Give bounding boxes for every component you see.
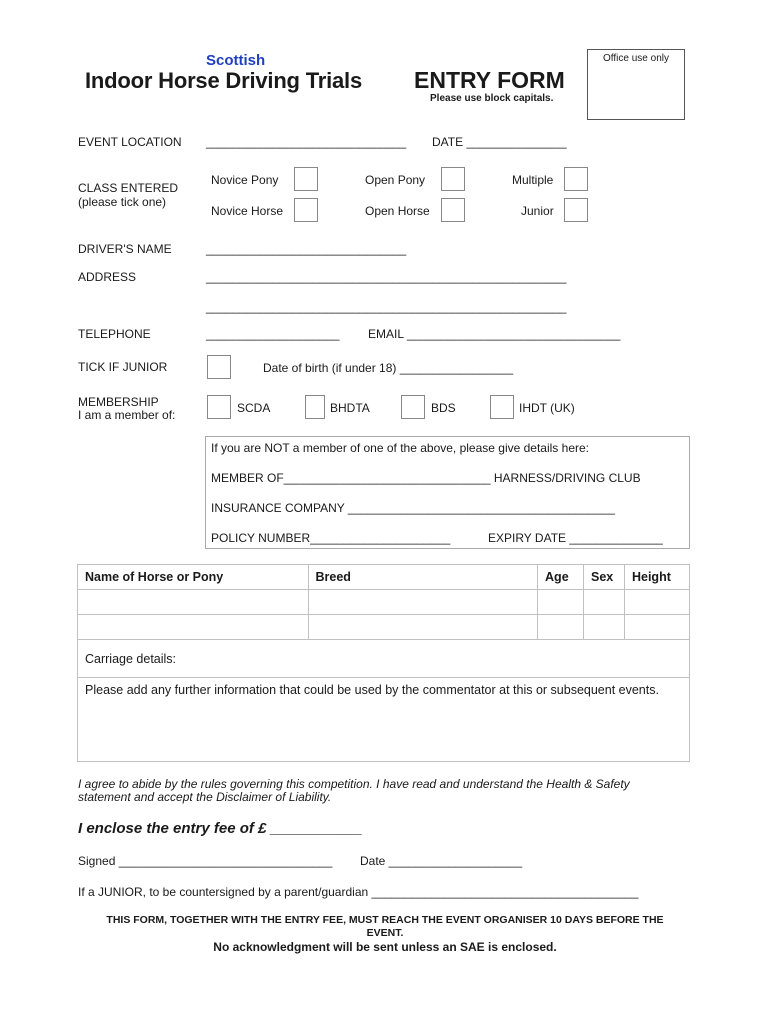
sex-cell[interactable] xyxy=(584,590,625,615)
expiry-date-field[interactable]: EXPIRY DATE ______________ xyxy=(488,531,663,545)
age-cell[interactable] xyxy=(538,590,584,615)
signature-date-field[interactable]: Date ____________________ xyxy=(360,854,523,868)
footer-line-1: THIS FORM, TOGETHER WITH THE ENTRY FEE, MUST REACH THE EVENT ORGANISER 10 DAYS BEFORE THE xyxy=(106,914,664,926)
address-label: ADDRESS xyxy=(78,270,137,284)
class-option-label: Junior xyxy=(521,204,554,218)
junior-checkbox[interactable] xyxy=(207,355,231,379)
non-member-intro: If you are NOT a member of one of the above, please give details here: xyxy=(211,441,589,455)
membership-option-label: IHDT (UK) xyxy=(519,401,575,415)
entry-fee-field[interactable]: I enclose the entry fee of £ ___________ xyxy=(78,820,363,837)
horse-name-cell[interactable] xyxy=(78,615,309,640)
column-header-name: Name of Horse or Pony xyxy=(78,565,309,590)
event-location-label: EVENT LOCATION xyxy=(78,135,182,149)
horse-details-table xyxy=(77,564,690,762)
telephone-field[interactable]: ____________________ xyxy=(206,327,340,341)
class-option-label: Open Pony xyxy=(365,173,426,187)
class-option-label: Open Horse xyxy=(365,204,430,218)
page-title: Indoor Horse Driving Trials xyxy=(85,68,362,93)
junior-countersign-field[interactable]: If a JUNIOR, to be countersigned by a parent/guardian ________________________________________ xyxy=(78,885,639,899)
table-row xyxy=(78,590,690,615)
membership-bds-checkbox[interactable] xyxy=(401,395,425,419)
membership-option-label: SCDA xyxy=(237,401,271,415)
membership-bhdta-checkbox[interactable] xyxy=(305,395,325,419)
member-of-field[interactable]: MEMBER OF_______________________________ HARNESS/DRIVING CLUB xyxy=(211,471,641,485)
declaration-line-2: statement and accept the Disclaimer of Liability. xyxy=(78,790,332,804)
commentator-info-row xyxy=(78,678,690,762)
breed-cell[interactable] xyxy=(308,615,538,640)
class-option-label: Multiple xyxy=(512,173,554,187)
telephone-label: TELEPHONE xyxy=(78,327,151,341)
age-cell[interactable] xyxy=(538,615,584,640)
office-use-label: Office use only xyxy=(603,53,669,64)
date-of-birth-field[interactable]: Date of birth (if under 18) _________________ xyxy=(263,361,514,375)
table-header-row xyxy=(78,565,690,590)
class-entered-sublabel: (please tick one) xyxy=(78,195,167,209)
address-field-line-1[interactable]: ______________________________________________________ xyxy=(206,270,567,284)
class-option-label: Novice Pony xyxy=(211,173,279,187)
event-date-field[interactable]: DATE _______________ xyxy=(432,135,567,149)
signed-field[interactable]: Signed ________________________________ xyxy=(78,854,333,868)
horse-name-cell[interactable] xyxy=(78,590,309,615)
column-header-sex: Sex xyxy=(584,565,625,590)
membership-sublabel: I am a member of: xyxy=(78,408,176,422)
class-option-label: Novice Horse xyxy=(211,204,284,218)
column-header-age: Age xyxy=(538,565,584,590)
class-junior-checkbox[interactable] xyxy=(564,198,588,222)
tick-if-junior-label: TICK IF JUNIOR xyxy=(78,360,168,374)
membership-label: MEMBERSHIP xyxy=(78,395,159,409)
column-header-height: Height xyxy=(624,565,689,590)
membership-ihdt-checkbox[interactable] xyxy=(490,395,514,419)
footer-line-2: EVENT. xyxy=(366,927,404,939)
class-entered-label: CLASS ENTERED xyxy=(78,181,179,195)
membership-option-label: BHDTA xyxy=(330,401,370,415)
subtitle-scottish: Scottish xyxy=(206,52,266,69)
email-field[interactable]: EMAIL ________________________________ xyxy=(368,327,621,341)
membership-option-label: BDS xyxy=(431,401,456,415)
class-multiple-checkbox[interactable] xyxy=(564,167,588,191)
breed-cell[interactable] xyxy=(308,590,538,615)
class-novice-horse-checkbox[interactable] xyxy=(294,198,318,222)
height-cell[interactable] xyxy=(624,615,689,640)
office-use-box xyxy=(587,49,685,120)
declaration-line-1: I agree to abide by the rules governing this competition. I have read and understand the Health & Safety xyxy=(78,777,630,791)
table-row xyxy=(78,615,690,640)
membership-scda-checkbox[interactable] xyxy=(207,395,231,419)
footer-sae-notice: No acknowledgment will be sent unless an SAE is enclosed. xyxy=(213,940,557,954)
address-field-line-2[interactable]: ______________________________________________________ xyxy=(206,300,567,314)
carriage-details-cell[interactable]: Carriage details: xyxy=(78,640,690,678)
height-cell[interactable] xyxy=(624,590,689,615)
drivers-name-field[interactable]: ______________________________ xyxy=(206,242,407,256)
block-capitals-instruction: Please use block capitals. xyxy=(430,93,554,104)
class-open-pony-checkbox[interactable] xyxy=(441,167,465,191)
class-open-horse-checkbox[interactable] xyxy=(441,198,465,222)
policy-number-field[interactable]: POLICY NUMBER_____________________ xyxy=(211,531,451,545)
carriage-details-row xyxy=(78,640,690,678)
commentator-info-cell[interactable]: Please add any further information that could be used by the commentator at this or subsequent events. xyxy=(78,678,690,762)
insurance-company-field[interactable]: INSURANCE COMPANY ________________________________________ xyxy=(211,501,615,515)
event-location-field[interactable]: ______________________________ xyxy=(206,135,407,149)
form-title: ENTRY FORM xyxy=(414,67,565,93)
sex-cell[interactable] xyxy=(584,615,625,640)
column-header-breed: Breed xyxy=(308,565,538,590)
class-novice-pony-checkbox[interactable] xyxy=(294,167,318,191)
drivers-name-label: DRIVER'S NAME xyxy=(78,242,172,256)
